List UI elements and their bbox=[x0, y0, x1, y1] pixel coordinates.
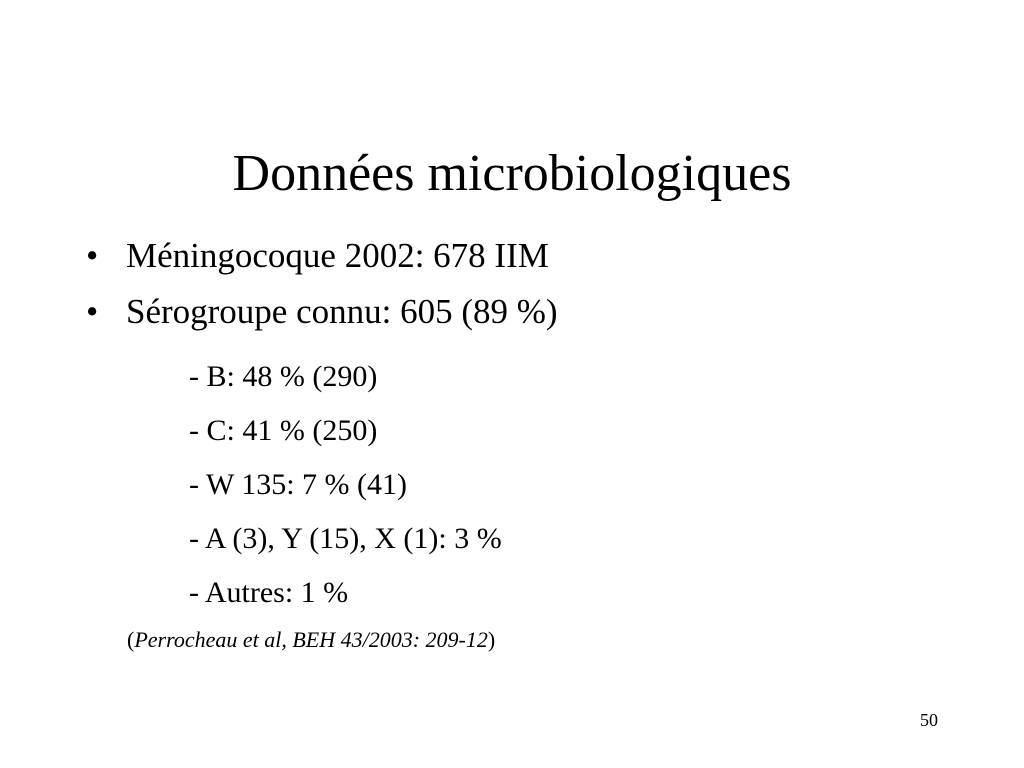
subitem-serogroup-b: - B: 48 % (290) bbox=[189, 360, 378, 393]
subitem-serogroup-c: - C: 41 % (250) bbox=[189, 414, 378, 447]
bullet-item-meningocoque bbox=[86, 228, 966, 284]
bullet-item-serogroupe bbox=[86, 284, 966, 340]
page-number: 50 bbox=[920, 710, 938, 730]
citation bbox=[127, 624, 495, 656]
citation-text: Perrocheau et al, BEH 43/2003: 209-12 bbox=[134, 627, 488, 652]
bullet-text: Méningocoque 2002: 678 IIM bbox=[126, 236, 549, 275]
subitem-serogroup-a-y-x: - A (3), Y (15), X (1): 3 % bbox=[189, 522, 502, 555]
subitem-serogroup-w135: - W 135: 7 % (41) bbox=[189, 468, 408, 501]
bullet-text: Sérogroupe connu: 605 (89 %) bbox=[126, 292, 558, 331]
bullet-list bbox=[86, 228, 966, 340]
citation-open-paren: ( bbox=[127, 627, 135, 652]
citation-close-paren: ) bbox=[487, 627, 496, 652]
subitem-serogroup-autres: - Autres: 1 % bbox=[189, 576, 349, 609]
bullet-marker: • bbox=[86, 236, 99, 275]
serogroup-breakdown-list bbox=[189, 350, 949, 620]
bullet-marker: • bbox=[86, 292, 99, 331]
slide-title: Données microbiologiques bbox=[232, 145, 792, 202]
